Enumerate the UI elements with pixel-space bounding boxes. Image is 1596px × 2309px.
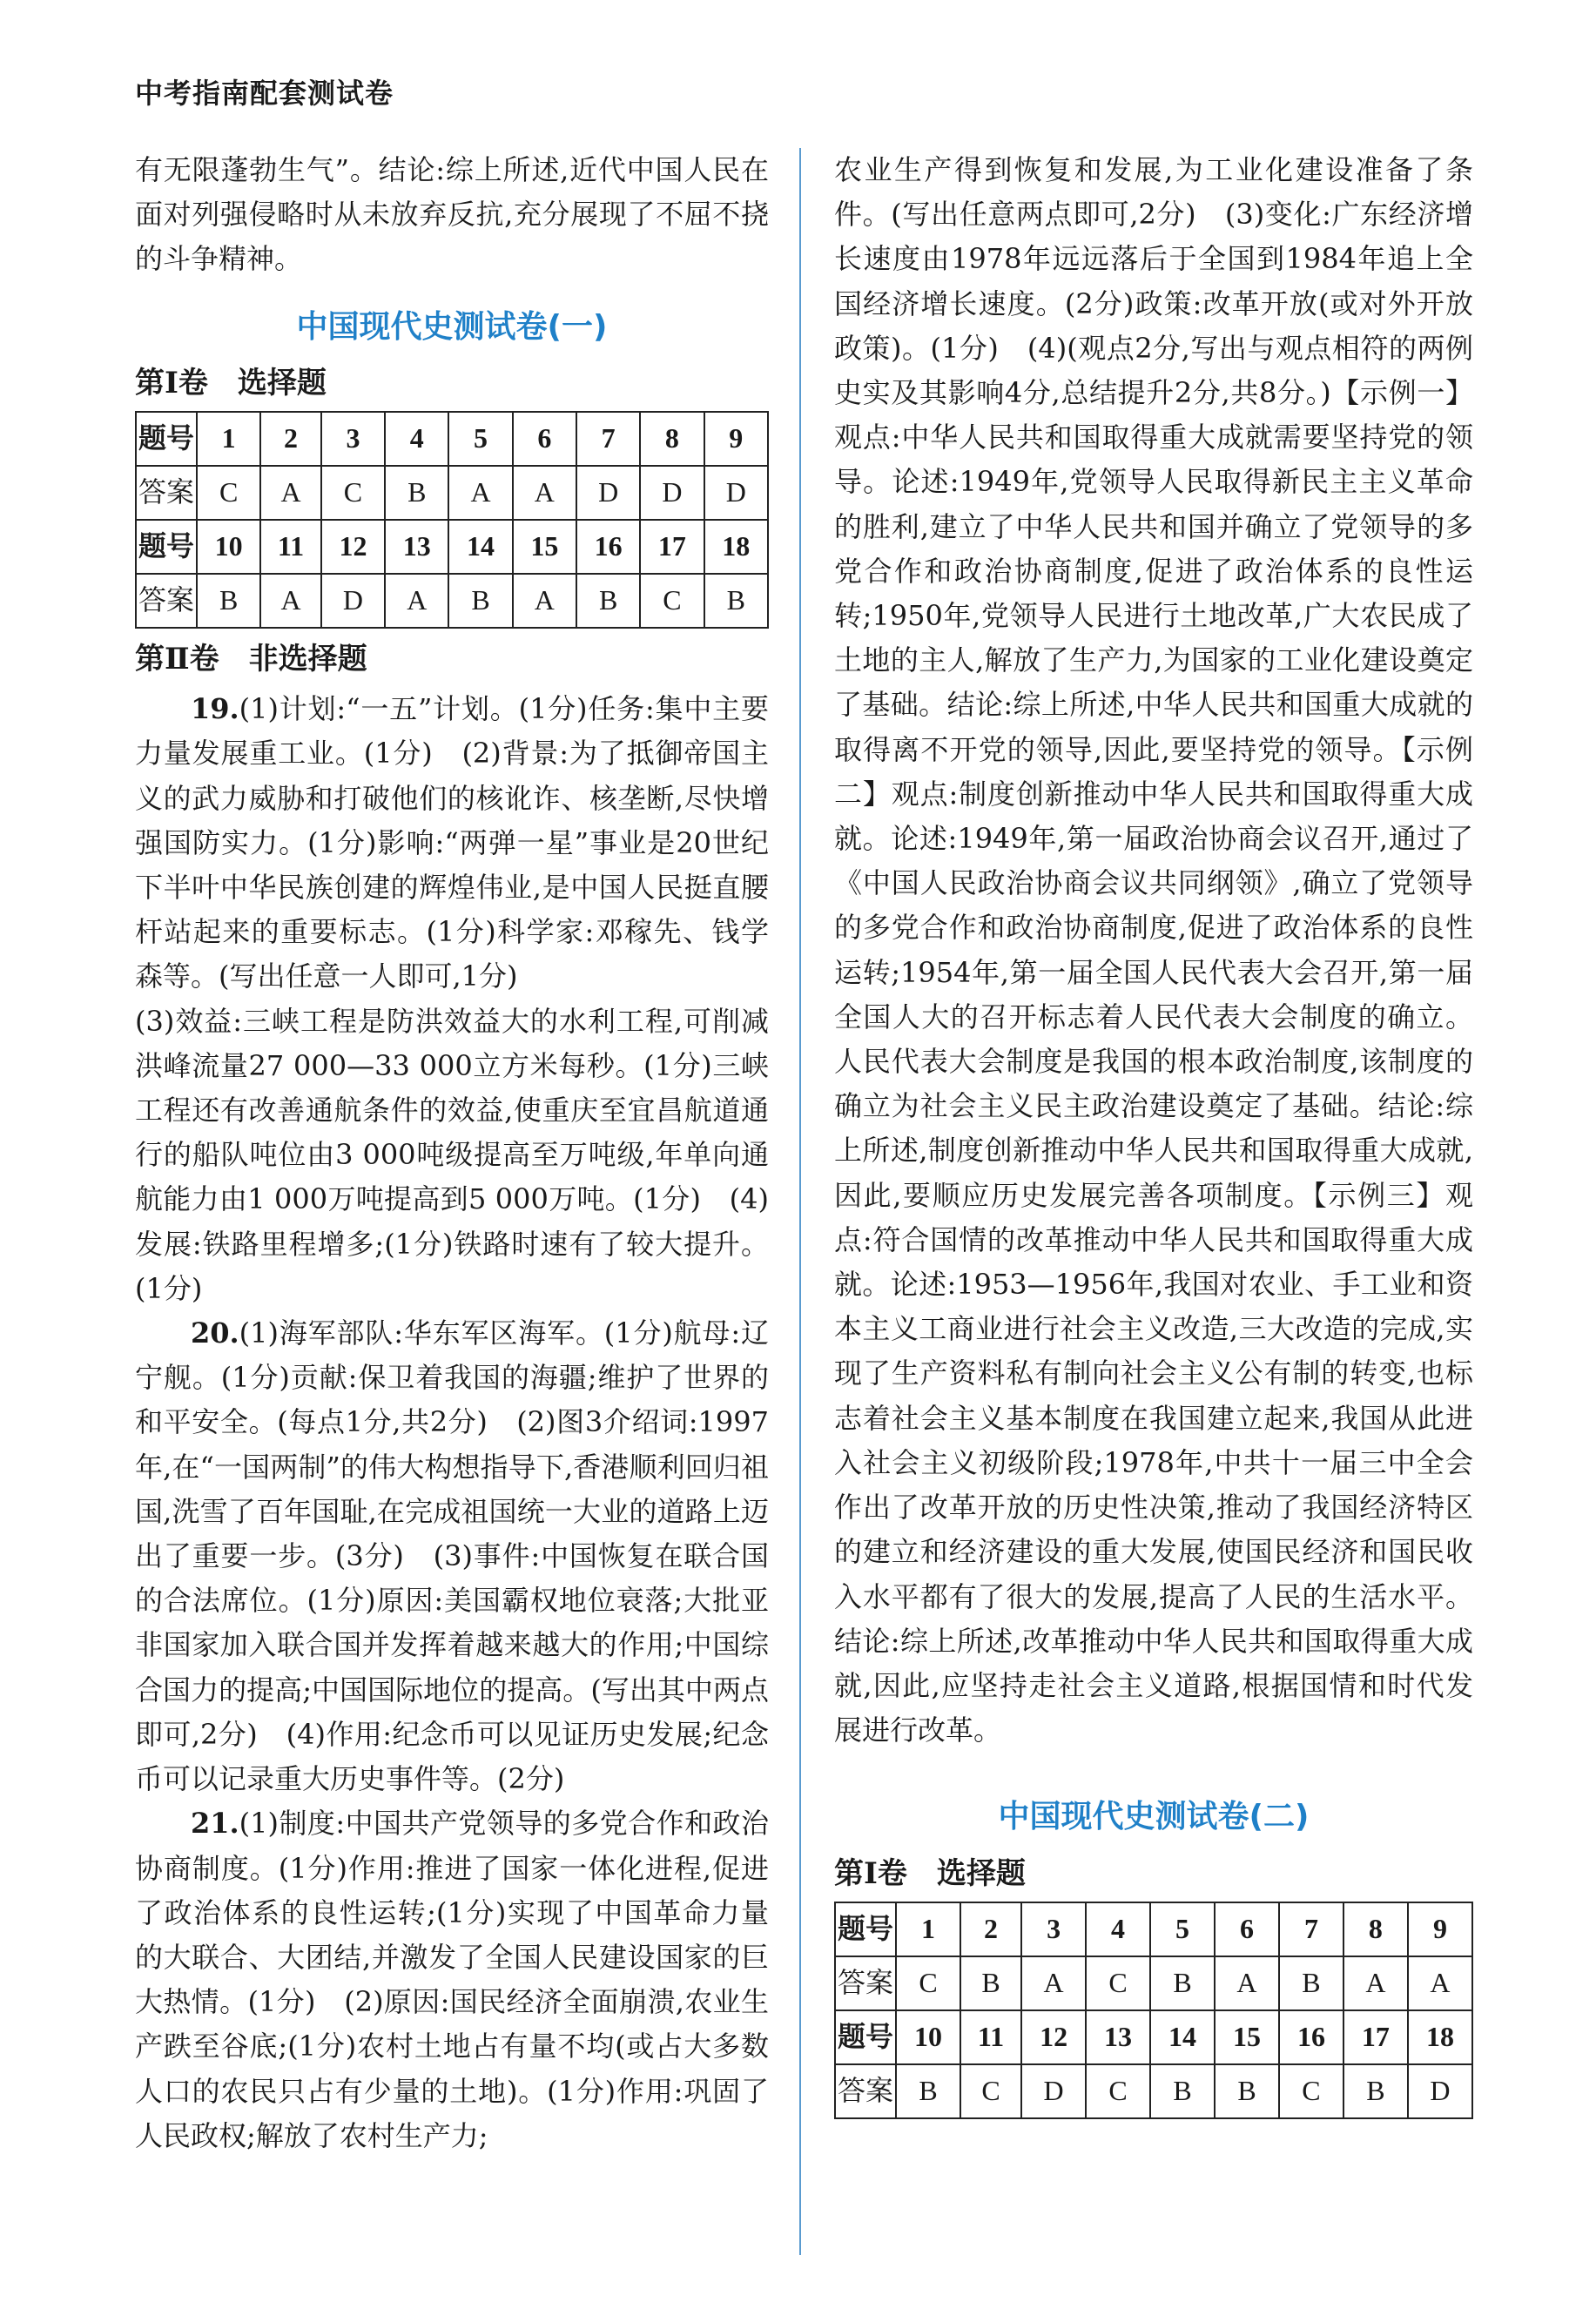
table-row (136, 412, 768, 466)
table-cell: 15 (1215, 2010, 1279, 2064)
table-cell: 11 (960, 2010, 1021, 2064)
table-cell: 7 (576, 412, 640, 466)
table-row (835, 1902, 1472, 1956)
table-cell: 2 (960, 1902, 1021, 1956)
table-cell: A (1408, 1956, 1472, 2010)
table-cell: 14 (448, 520, 512, 574)
table-cell: 12 (1021, 2010, 1086, 2064)
column-divider (799, 148, 801, 2255)
answer-text: (1)制度:中国共产党领导的多党合作和政治协商制度。(1分)作用:推进了国家一体化进程,促进了政治体系的良性运转;(1分)实现了中国革命力量的大联合、大团结,并激发了全国人民建设国家的巨大热情。(1分) (2)原因:国民经济全面崩溃,农业生产跌至谷底;(1分)农村土地占有量不均(或占大多数人口的农民只占有少量的土地)。(1分)作用:巩固了人民政权;解放了农村生产力; (135, 1807, 769, 2152)
table-row (835, 2010, 1472, 2064)
table-cell: B (1215, 2064, 1279, 2118)
table-cell: D (321, 574, 385, 628)
answer-text: (1)计划:“一五”计划。(1分)任务:集中主要力量发展重工业。(1分) (2)背景:为了抵御帝国主义的武力威胁和打破他们的核讹诈、核垄断,尽快增强国防实力。(1分)影响:“两弹一星”事业是20世纪下半叶中华民族创建的辉煌伟业,是中国人民挺直腰杆站起来的重要标志。(1分)科学家:邓稼先、钱学森等。(写出任意一人即可,1分) (135, 692, 769, 993)
table-row (835, 1956, 1472, 2010)
table-cell: 15 (513, 520, 576, 574)
table-cell: 13 (1086, 2010, 1150, 2064)
table-cell: B (1279, 1956, 1343, 2010)
table-cell: B (704, 574, 768, 628)
row-label: 答案 (136, 466, 197, 520)
row-label: 题号 (136, 412, 197, 466)
table-cell: C (896, 1956, 960, 2010)
table-cell: D (1021, 2064, 1086, 2118)
table-cell: B (576, 574, 640, 628)
part-one-heading: 第Ⅰ卷 选择题 (135, 365, 327, 401)
table-cell: 9 (704, 412, 768, 466)
table-cell: B (448, 574, 512, 628)
section-title-2: 中国现代史测试卷(二) (998, 1799, 1310, 1835)
table-cell: 6 (1215, 1902, 1279, 1956)
table-cell: A (1343, 1956, 1408, 2010)
table-cell: B (1150, 2064, 1215, 2118)
table-cell: 18 (1408, 2010, 1472, 2064)
part-two-heading: 第Ⅱ卷 非选择题 (135, 642, 367, 677)
table-cell: 2 (260, 412, 321, 466)
intro-paragraph: 有无限蓬勃生气”。结论:综上所述,近代中国人民在面对列强侵略时从未放弃反抗,充分展现了不屈不挠的斗争精神。 (135, 153, 769, 276)
question-20 (135, 1311, 769, 1801)
answer-table-1 (135, 411, 769, 629)
row-label: 答案 (835, 2064, 896, 2118)
table-cell: 10 (197, 520, 260, 574)
answer-text: (1)海军部队:华东军区海军。(1分)航母:辽宁舰。(1分)贡献:保卫着我国的海疆;维护了世界的和平安全。(每点1分,共2分) (2)图3介绍词:1997年,在“一国两制”的伟大构想指导下,香港顺利回归祖国,洗雪了百年国耻,在完成祖国统一大业的道路上迈出了重要一步。(3分) (3)事件:中国恢复在联合国的合法席位。(1分)原因:美国霸权地位衰落;大批亚非国家加入联合国并发挥着越来越大的作用;中国综合国力的提高;中国国际地位的提高。(写出其中两点即可,2分) (4)作用:纪念币可以见证历史发展;纪念币可以记录重大历史事件等。(2分) (135, 1316, 769, 1796)
section-title-1: 中国现代史测试卷(一) (296, 308, 608, 345)
table-cell: A (260, 574, 321, 628)
table-cell: 16 (1279, 2010, 1343, 2064)
right-column (834, 148, 1473, 2128)
table-cell: 17 (1343, 2010, 1408, 2064)
table-cell: C (1086, 2064, 1150, 2118)
table-cell: D (1408, 2064, 1472, 2118)
row-label: 题号 (835, 2010, 896, 2064)
left-column (135, 148, 769, 2158)
row-label: 题号 (136, 520, 197, 574)
table-cell: 8 (640, 412, 704, 466)
table-cell: 12 (321, 520, 385, 574)
table-cell: 8 (1343, 1902, 1408, 1956)
table-cell: C (1279, 2064, 1343, 2118)
table-cell: 3 (1021, 1902, 1086, 1956)
table-cell: A (448, 466, 512, 520)
table-cell: B (1343, 2064, 1408, 2118)
table-row (835, 2064, 1472, 2118)
table-cell: 3 (321, 412, 385, 466)
table-cell: 5 (1150, 1902, 1215, 1956)
table-row (136, 466, 768, 520)
table-cell: 1 (197, 412, 260, 466)
table-cell: 13 (385, 520, 448, 574)
table-cell: A (1215, 1956, 1279, 2010)
answer-table-2 (834, 1902, 1473, 2119)
table-cell: B (197, 574, 260, 628)
row-label: 答案 (835, 1956, 896, 2010)
section-spacer (834, 1753, 1473, 1772)
table-cell: C (640, 574, 704, 628)
table-cell: A (385, 574, 448, 628)
table-cell: C (960, 2064, 1021, 2118)
table-cell: B (385, 466, 448, 520)
question-19-part-a (135, 687, 769, 999)
table-cell: 10 (896, 2010, 960, 2064)
table-cell: 9 (1408, 1902, 1472, 1956)
table-cell: D (640, 466, 704, 520)
table-cell: 17 (640, 520, 704, 574)
table-cell: B (896, 2064, 960, 2118)
row-label: 答案 (136, 574, 197, 628)
table-cell: C (1086, 1956, 1150, 2010)
table-cell: 1 (896, 1902, 960, 1956)
table-cell: 11 (260, 520, 321, 574)
table-row (136, 574, 768, 628)
table-cell: B (1150, 1956, 1215, 2010)
question-number: 19. (191, 692, 239, 726)
table-cell: C (197, 466, 260, 520)
table-cell: 4 (1086, 1902, 1150, 1956)
table-cell: 5 (448, 412, 512, 466)
table-row (136, 520, 768, 574)
question-21 (135, 1801, 769, 2158)
part-one-heading: 第Ⅰ卷 选择题 (834, 1855, 1026, 1891)
continued-answer: 农业生产得到恢复和发展,为工业化建设准备了条件。(写出任意两点即可,2分) (3)变化:广东经济增长速度由1978年远远落后于全国到1984年追上全国经济增长速度。(2分)政策:改革开放(或对外开放政策)。(1分) (4)(观点2分,写出与观点相符的两例史实及其影响4分,总结提升2分,共8分。)【示例一】观点:中华人民共和国取得重大成就需要坚持党的领导。论述:1949年,党领导人民取得新民主主义革命的胜利,建立了中华人民共和国并确立了党领导的多党合作和政治协商制度,促进了政治体系的良性运转;1950年,党领导人民进行土地改革,广大农民成了土地的主人,解放了生产力,为国家的工业化建设奠定了基础。结论:综上所述,中华人民共和国重大成就的取得离不开党的领导,因此,要坚持党的领导。【示例二】观点:制度创新推动中华人民共和国取得重大成就。论述:1949年,第一届政治协商会议召开,通过了《中国人民政治协商会议共同纲领》,确立了党领导的多党合作和政治协商制度,促进了政治体系的良性运转;1954年,第一届全国人民代表大会召开,第一届全国人大的召开标志着人民代表大会制度的确立。人民代表大会制度是我国的根本政治制度,该制度的确立为社会主义民主政治建设奠定了基础。结论:综上所述,制度创新推动中华人民共和国取得重大成就,因此,要顺应历史发展完善各项制度。【示例三】观点:符合国情的改革推动中华人民共和国取得重大成就。论述:1953—1956年,我国对农业、手工业和资本主义工商业进行社会主义改造,三大改造的完成,实现了生产资料私有制向社会主义公有制的转变,也标志着社会主义基本制度在我国建立起来,我国从此进入社会主义初级阶段;1978年,中共十一届三中全会作出了改革开放的历史性决策,推动了我国经济特区的建立和经济建设的重大发展,使国民经济和国民收入水平都有了很大的发展,提高了人民的生活水平。结论:综上所述,改革推动中华人民共和国取得重大成就,因此,应坚持走社会主义道路,根据国情和时代发展进行改革。 (834, 153, 1473, 1747)
question-number: 21. (191, 1807, 239, 1841)
table-cell: A (260, 466, 321, 520)
table-cell: 14 (1150, 2010, 1215, 2064)
table-cell: B (960, 1956, 1021, 2010)
question-number: 20. (191, 1316, 239, 1350)
running-header: 中考指南配套测试卷 (135, 77, 394, 110)
table-cell: C (321, 466, 385, 520)
table-cell: A (1021, 1956, 1086, 2010)
table-cell: A (513, 574, 576, 628)
table-cell: 18 (704, 520, 768, 574)
table-cell: 4 (385, 412, 448, 466)
table-cell: 7 (1279, 1902, 1343, 1956)
table-cell: D (704, 466, 768, 520)
table-cell: 16 (576, 520, 640, 574)
question-19-part-b: (3)效益:三峡工程是防洪效益大的水利工程,可削减洪峰流量27 000—33 000立方米每秒。(1分)三峡工程还有改善通航条件的效益,使重庆至宜昌航道通行的船队吨位由3 000吨级提高至万吨级,年单向通航能力由1 000万吨提高到5 000万吨。(1分) (4)发展:铁路里程增多;(1分)铁路时速有了较大提升。(1分) (135, 1004, 769, 1305)
table-cell: 6 (513, 412, 576, 466)
table-cell: A (513, 466, 576, 520)
table-cell: D (576, 466, 640, 520)
row-label: 题号 (835, 1902, 896, 1956)
